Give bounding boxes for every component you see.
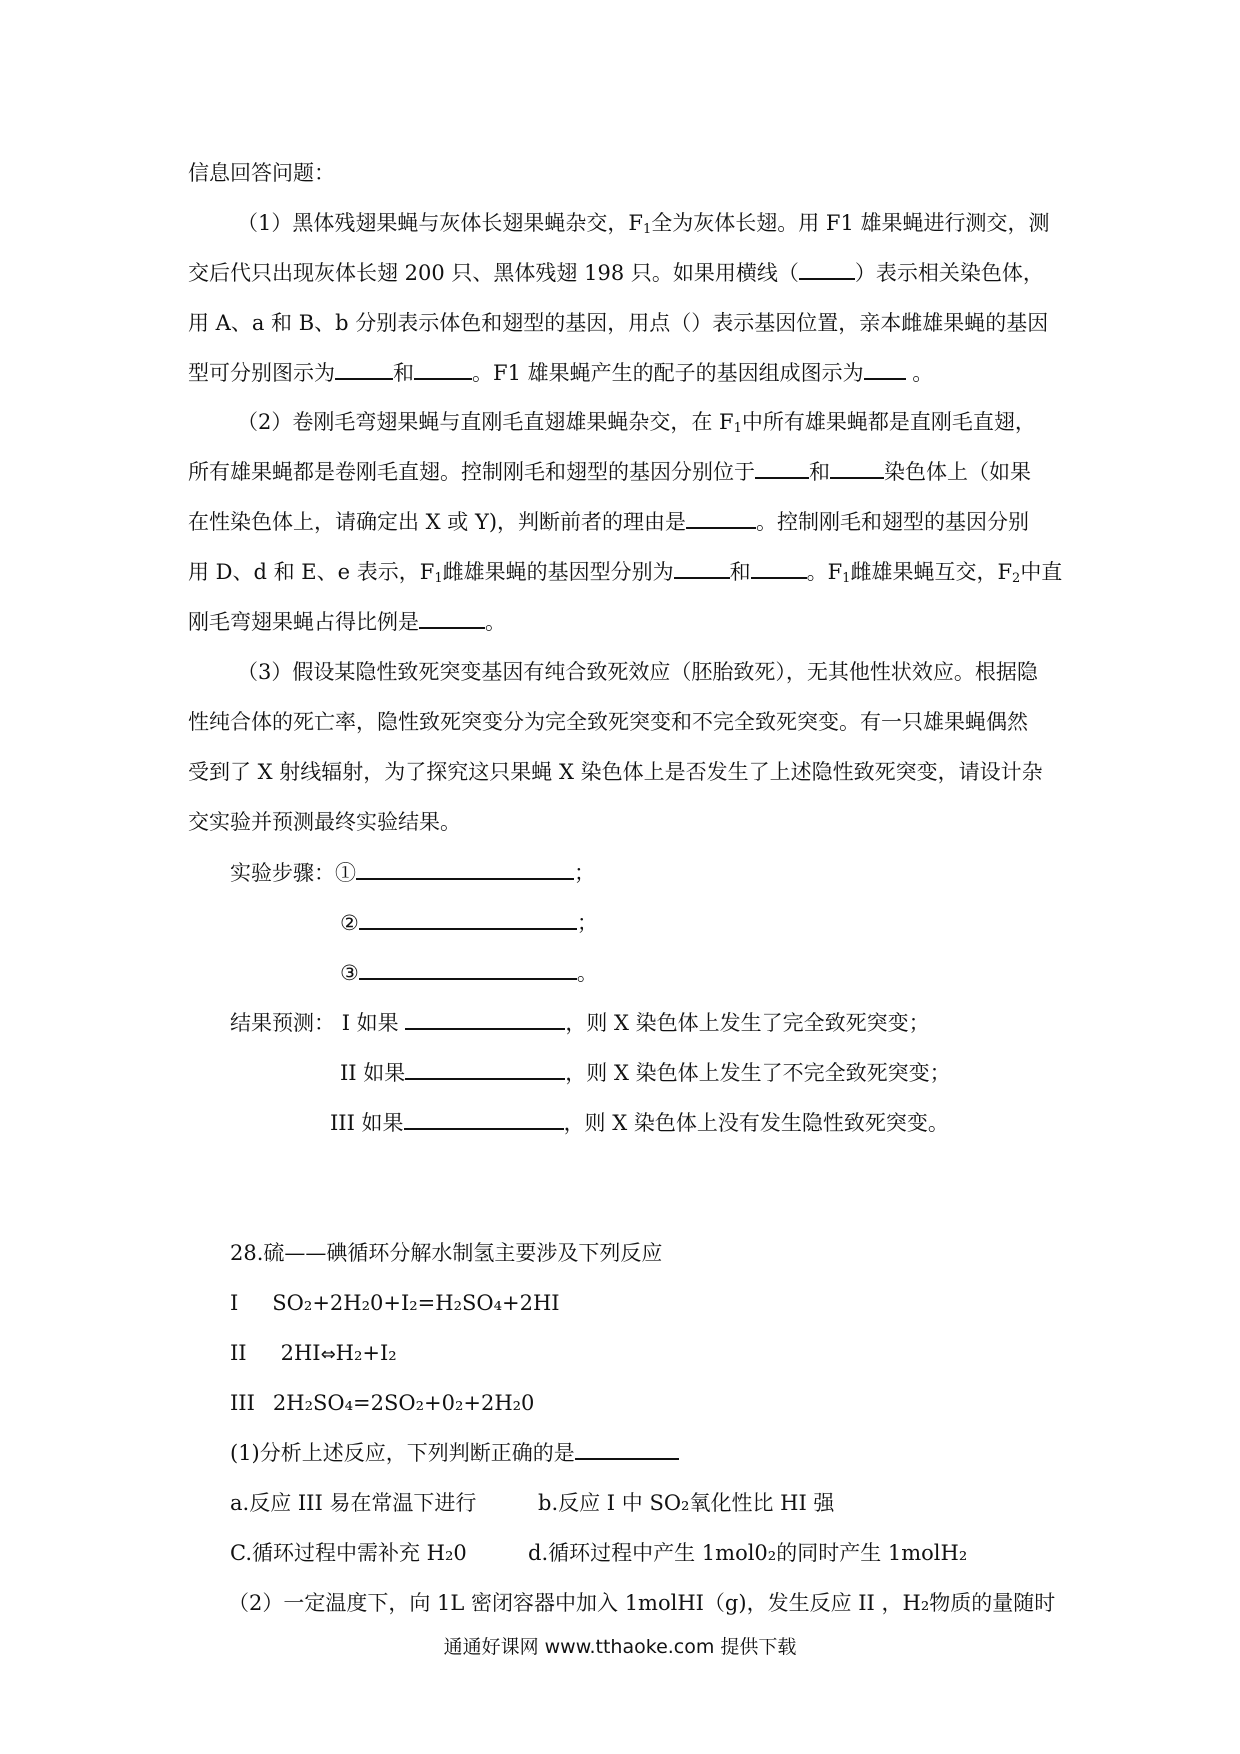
q2-line-2: 所有雄果蝇都是卷刚毛直翅。控制刚毛和翅型的基因分别位于 和 染色体上（如果: [188, 457, 1031, 487]
q1-line-3: 用 A、a 和 B、b 分别表示体色和翅型的基因，用点（）表示基因位置，亲本雌雄果蝇的基因: [188, 311, 1049, 335]
steps-row-1: 实验步骤：① ；: [230, 858, 595, 888]
q1-line-4: 型可分别图示为 和 。F1 雄果蝇产生的配子的基因组成图示为 。: [188, 358, 933, 388]
q28-title: 28.硫——碘循环分解水制氢主要涉及下列反应: [230, 1241, 663, 1265]
q1-line-1: （1）黑体残翅果蝇与灰体长翅果蝇杂交，$F_1$全为灰体长翅。用 F1 雄果蝇进行测交，测: [237, 211, 1050, 237]
option-b: b.反应 I 中 SO₂氧化性比 HI 强: [538, 1491, 835, 1515]
reaction-2: II 2HI⇔H₂+I₂: [230, 1341, 397, 1365]
reaction-3: III 2H₂SO₄=2SO₂+0₂+2H₂0: [230, 1391, 535, 1415]
q3-line-4: 交实验并预测最终实验结果。: [188, 810, 461, 834]
q2-line-4: 用 D、d 和 E、e 表示，$F_1$雌雄果蝇的基因型分别为 和 。$F_1$雌雄果蝇互交，$F_2$中直: [188, 557, 1062, 587]
page-footer: 通通好课网 www.tthaoke.com 提供下载: [443, 1636, 797, 1658]
answer-blank[interactable]: [359, 908, 577, 930]
q28-part-2: （2）一定温度下，向 1L 密闭容器中加入 1molHI（g)，发生反应 II ，H₂物质的量随时: [228, 1591, 1056, 1615]
q3-line-2: 性纯合体的死亡率，隐性致死突变分为完全致死突变和不完全致死突变。有一只雄果蝇偶然: [188, 710, 1028, 734]
answer-blank[interactable]: [419, 607, 485, 629]
answer-blank[interactable]: [405, 1008, 565, 1030]
section-intro: 信息回答问题：: [188, 161, 335, 185]
answer-blank[interactable]: [686, 507, 756, 529]
answer-blank[interactable]: [830, 457, 884, 479]
answer-blank[interactable]: [575, 1438, 679, 1460]
answer-blank[interactable]: [864, 358, 906, 380]
equilibrium-arrow-icon: ⇔: [320, 1344, 336, 1365]
answer-blank[interactable]: [414, 358, 472, 380]
option-d: d.循环过程中产生 1mol0₂的同时产生 1molH₂: [528, 1541, 968, 1565]
steps-row-3: ③ 。: [340, 958, 598, 988]
q2-line-3: 在性染色体上，请确定出 X 或 Y)，判断前者的理由是 。控制刚毛和翅型的基因分别: [188, 507, 1029, 537]
answer-blank[interactable]: [751, 557, 807, 579]
q3-line-1: （3）假设某隐性致死突变基因有纯合致死效应（胚胎致死），无其他性状效应。根据隐: [237, 660, 1038, 684]
reaction-1: I SO₂+2H₂0+I₂=H₂SO₄+2HI: [230, 1291, 560, 1315]
option-a: a.反应 III 易在常温下进行: [230, 1491, 477, 1515]
q2-line-5: 刚毛弯翅果蝇占得比例是 。: [188, 607, 506, 637]
q28-part-1: (1)分析上述反应，下列判断正确的是: [230, 1438, 679, 1468]
answer-blank[interactable]: [356, 858, 574, 880]
answer-blank[interactable]: [359, 958, 577, 980]
answer-blank[interactable]: [405, 1058, 565, 1080]
predict-row-2: II 如果 ，则 X 染色体上发生了不完全致死突变；: [340, 1058, 951, 1088]
q2-line-1: （2）卷刚毛弯翅果蝇与直刚毛直翅雄果蝇杂交，在 $F_1$中所有雄果蝇都是直刚毛直翅，: [237, 410, 1036, 436]
q1-line-2: 交后代只出现灰体长翅 200 只、黑体残翅 198 只。如果用横线（ ）表示相关染色体，: [188, 258, 1044, 288]
answer-blank[interactable]: [799, 258, 855, 280]
answer-blank[interactable]: [674, 557, 730, 579]
answer-blank[interactable]: [335, 358, 393, 380]
answer-blank[interactable]: [755, 457, 809, 479]
answer-blank[interactable]: [404, 1108, 564, 1130]
q3-line-3: 受到了 X 射线辐射，为了探究这只果蝇 X 染色体上是否发生了上述隐性致死突变，请设计杂: [188, 760, 1043, 784]
option-c: C.循环过程中需补充 H₂0: [230, 1541, 467, 1565]
steps-row-2: ② ；: [340, 908, 598, 938]
predict-row-1: 结果预测： I 如果 ，则 X 染色体上发生了完全致死突变；: [230, 1008, 930, 1038]
predict-row-3: III 如果 ，则 X 染色体上没有发生隐性致死突变。: [330, 1108, 949, 1138]
